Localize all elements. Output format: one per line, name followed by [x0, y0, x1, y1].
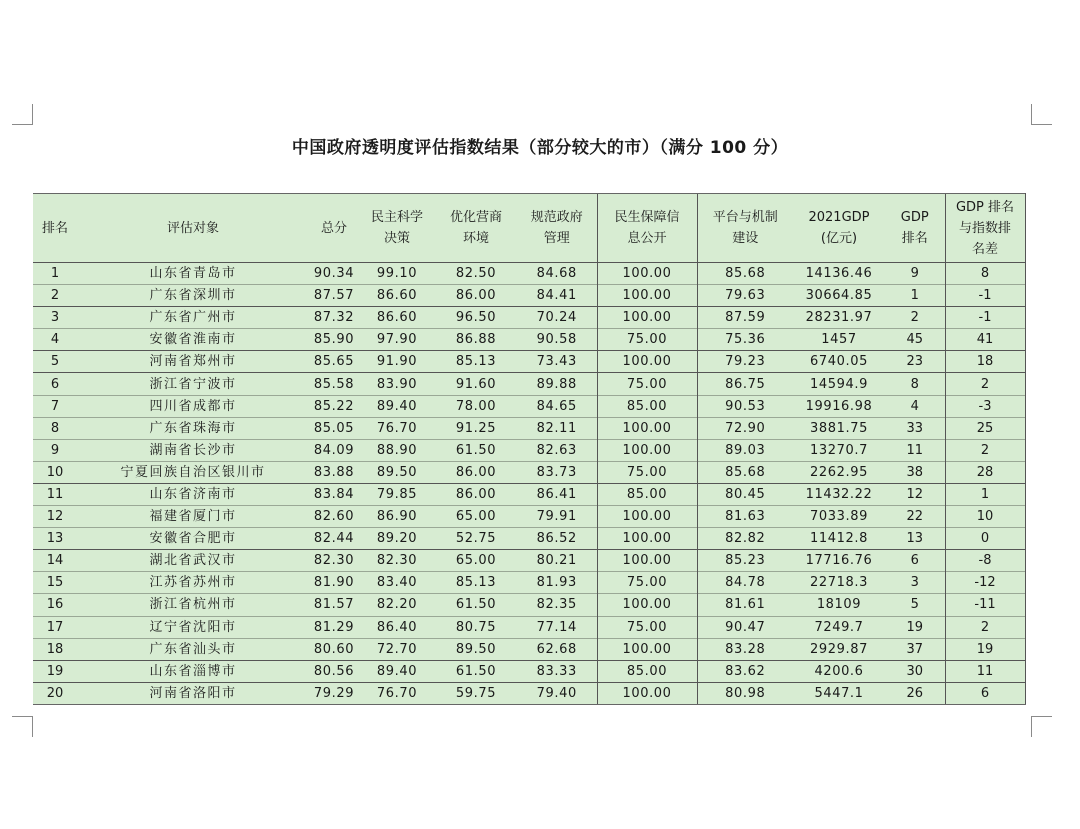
cell-rank: 10 [46, 464, 64, 480]
cell-platform: 72.90 [697, 417, 793, 439]
table-row [33, 506, 1025, 528]
cell-total: 80.56 [313, 663, 355, 679]
cell-gdp-rank: 11 [906, 442, 924, 458]
cell-rank-diff: 6 [945, 682, 1025, 704]
cell-democracy: 89.20 [376, 531, 418, 547]
cell-total: 82.30 [313, 553, 355, 569]
cell-livelihood: 100.00 [597, 285, 697, 307]
header-government: 规范政府 管理 [517, 194, 597, 263]
transparency-index-table [33, 193, 1026, 705]
cell-rank: 13 [46, 531, 64, 547]
cell-democracy: 89.40 [376, 398, 418, 414]
cell-democracy: 88.90 [376, 442, 418, 458]
cell-livelihood: 100.00 [597, 307, 697, 329]
header-rank: 排名 [33, 194, 77, 263]
cell-government: 82.63 [536, 442, 577, 458]
cell-gdp-rank: 38 [906, 464, 924, 480]
cell-gdp-rank: 9 [910, 266, 919, 282]
cell-government: 89.88 [536, 376, 577, 392]
cell-target: 广东省广州市 [149, 310, 237, 326]
cell-rank-diff: 11 [945, 660, 1025, 682]
cell-rank: 12 [46, 509, 64, 525]
cell-rank: 6 [50, 376, 60, 392]
cell-total: 80.60 [313, 641, 355, 657]
cell-government: 79.91 [536, 509, 577, 525]
cell-rank-diff: -12 [945, 572, 1025, 594]
cell-democracy: 76.70 [376, 420, 418, 436]
cell-business: 86.88 [455, 332, 497, 348]
cell-total: 84.09 [313, 442, 355, 458]
cell-rank-diff: 8 [945, 263, 1025, 285]
cell-livelihood: 75.00 [597, 461, 697, 483]
cell-business: 61.50 [455, 597, 497, 613]
cell-target: 宁夏回族自治区银川市 [120, 464, 266, 480]
cell-rank: 19 [46, 663, 64, 679]
cell-total: 85.05 [313, 420, 355, 436]
cell-platform: 80.45 [697, 483, 793, 505]
table-row [33, 594, 1025, 616]
cell-platform: 79.63 [697, 285, 793, 307]
cell-rank: 15 [46, 575, 64, 591]
cell-democracy: 82.30 [376, 553, 418, 569]
header-platform: 平台与机制 建设 [697, 194, 793, 263]
table-row [33, 307, 1025, 329]
cell-gdp-rank: 3 [910, 575, 919, 591]
table-row [33, 461, 1025, 483]
cell-target: 广东省汕头市 [149, 641, 237, 657]
cell-business: 86.00 [455, 464, 497, 480]
cell-total: 83.88 [313, 464, 355, 480]
cell-gdp2021: 6740.05 [810, 354, 868, 370]
table-row [33, 550, 1025, 572]
cell-livelihood: 100.00 [597, 550, 697, 572]
cell-gdp2021: 5447.1 [793, 682, 885, 704]
header-business: 优化营商 环境 [435, 194, 517, 263]
cell-business: 85.13 [455, 354, 497, 370]
cell-rank: 1 [50, 266, 60, 282]
cell-target: 辽宁省沈阳市 [149, 619, 237, 635]
cell-business: 65.00 [455, 509, 497, 525]
cell-rank-diff: -1 [945, 285, 1025, 307]
header-gdp-rank: GDP 排名 [885, 194, 945, 263]
cell-rank: 14 [46, 553, 64, 569]
cell-rank-diff: 2 [945, 616, 1025, 638]
cell-rank: 2 [50, 288, 60, 304]
cell-rank-diff: 2 [945, 373, 1025, 395]
cell-platform: 80.98 [697, 682, 793, 704]
cell-democracy: 86.60 [376, 288, 418, 304]
cell-livelihood: 100.00 [597, 682, 697, 704]
cell-business: 91.60 [455, 376, 497, 392]
header-total: 总分 [309, 194, 359, 263]
crop-mark-bottom-right [1031, 716, 1052, 737]
cell-platform: 82.82 [697, 528, 793, 550]
cell-gdp-rank: 45 [906, 332, 924, 348]
cell-gdp2021: 14594.9 [810, 376, 868, 392]
cell-gdp-rank: 1 [910, 288, 919, 304]
cell-livelihood: 100.00 [597, 506, 697, 528]
table-row [33, 263, 1025, 285]
cell-gdp2021: 3881.75 [810, 420, 868, 436]
cell-gdp2021: 7033.89 [810, 509, 868, 525]
cell-democracy: 89.50 [376, 464, 418, 480]
cell-government: 70.24 [536, 310, 577, 326]
cell-target: 浙江省宁波市 [149, 376, 237, 392]
cell-democracy: 86.40 [376, 619, 418, 635]
cell-gdp-rank: 13 [906, 531, 924, 547]
cell-rank-diff: 19 [945, 638, 1025, 660]
cell-platform: 85.68 [697, 461, 793, 483]
cell-total: 83.84 [313, 486, 355, 502]
header-target: 评估对象 [77, 194, 309, 263]
cell-platform: 89.03 [697, 439, 793, 461]
cell-rank: 7 [50, 398, 60, 414]
header-rank-diff: GDP 排名 与指数排 名差 [945, 194, 1025, 263]
cell-platform: 75.36 [697, 329, 793, 351]
cell-total: 85.58 [313, 376, 355, 392]
cell-gdp-rank: 33 [906, 420, 924, 436]
cell-platform: 87.59 [697, 307, 793, 329]
crop-mark-top-left [12, 104, 33, 125]
cell-democracy: 76.70 [359, 682, 435, 704]
cell-target: 安徽省淮南市 [149, 332, 237, 348]
table-row [33, 682, 1025, 704]
cell-rank: 20 [33, 682, 77, 704]
header-gdp2021: 2021GDP (亿元) [793, 194, 885, 263]
cell-livelihood: 100.00 [597, 594, 697, 616]
header-democracy: 民主科学 决策 [359, 194, 435, 263]
cell-gdp2021: 28231.97 [805, 310, 873, 326]
cell-target: 河南省郑州市 [149, 354, 237, 370]
cell-gdp2021: 14136.46 [805, 266, 873, 282]
cell-livelihood: 100.00 [597, 417, 697, 439]
cell-total: 85.90 [313, 332, 355, 348]
cell-gdp-rank: 2 [910, 310, 919, 326]
cell-democracy: 97.90 [376, 332, 418, 348]
table-row [33, 660, 1025, 682]
cell-target: 山东省淄博市 [149, 663, 237, 679]
cell-government: 83.73 [536, 464, 577, 480]
cell-rank-diff: 41 [945, 329, 1025, 351]
cell-business: 96.50 [455, 310, 497, 326]
cell-total: 81.57 [313, 597, 355, 613]
cell-target: 浙江省杭州市 [149, 597, 237, 613]
cell-gdp2021: 7249.7 [814, 619, 864, 635]
cell-livelihood: 100.00 [597, 439, 697, 461]
cell-rank-diff: 18 [945, 351, 1025, 373]
cell-livelihood: 85.00 [597, 395, 697, 417]
cell-platform: 83.62 [697, 660, 793, 682]
cell-democracy: 89.40 [376, 663, 418, 679]
table-row [33, 417, 1025, 439]
cell-gdp-rank: 8 [910, 376, 919, 392]
cell-gdp2021: 4200.6 [814, 663, 864, 679]
cell-government: 73.43 [536, 354, 577, 370]
cell-total: 79.29 [309, 682, 359, 704]
cell-business: 86.00 [455, 486, 497, 502]
cell-democracy: 91.90 [376, 354, 418, 370]
table-row [33, 638, 1025, 660]
cell-livelihood: 85.00 [597, 660, 697, 682]
cell-target: 广东省珠海市 [149, 420, 237, 436]
cell-gdp2021: 11432.22 [805, 486, 873, 502]
cell-livelihood: 75.00 [597, 329, 697, 351]
cell-government: 83.33 [536, 663, 577, 679]
cell-government: 77.14 [536, 619, 577, 635]
cell-gdp2021: 17716.76 [805, 553, 873, 569]
cell-rank-diff: -8 [945, 550, 1025, 572]
cell-democracy: 83.40 [376, 575, 418, 591]
table-row [33, 373, 1025, 395]
table-row [33, 329, 1025, 351]
cell-democracy: 82.20 [376, 597, 418, 613]
cell-business: 52.75 [455, 531, 497, 547]
cell-platform: 85.68 [697, 263, 793, 285]
cell-rank-diff: 0 [945, 528, 1025, 550]
cell-government: 84.41 [536, 288, 577, 304]
cell-government: 79.40 [517, 682, 597, 704]
cell-livelihood: 85.00 [597, 483, 697, 505]
cell-government: 84.68 [536, 266, 577, 282]
cell-business: 78.00 [455, 398, 497, 414]
cell-livelihood: 75.00 [597, 572, 697, 594]
cell-gdp-rank: 19 [906, 619, 924, 635]
cell-gdp2021: 18109 [816, 597, 862, 613]
cell-gdp2021: 19916.98 [805, 398, 873, 414]
cell-rank-diff: 28 [945, 461, 1025, 483]
table-row [33, 616, 1025, 638]
cell-total: 81.90 [313, 575, 355, 591]
cell-government: 80.21 [536, 553, 577, 569]
cell-total: 87.32 [313, 310, 355, 326]
cell-government: 84.65 [536, 398, 577, 414]
cell-rank-diff: 2 [945, 439, 1025, 461]
cell-target: 河南省洛阳市 [77, 682, 309, 704]
cell-democracy: 86.60 [376, 310, 418, 326]
cell-gdp-rank: 5 [910, 597, 919, 613]
cell-platform: 86.75 [697, 373, 793, 395]
cell-business: 80.75 [455, 619, 497, 635]
table-row [33, 351, 1025, 373]
cell-target: 四川省成都市 [149, 398, 237, 414]
cell-gdp2021: 11412.8 [810, 531, 868, 547]
cell-government: 82.35 [536, 597, 577, 613]
cell-business: 61.50 [455, 663, 497, 679]
cell-platform: 85.23 [697, 550, 793, 572]
cell-government: 62.68 [536, 641, 577, 657]
cell-gdp-rank: 23 [906, 354, 924, 370]
table-row [33, 395, 1025, 417]
cell-rank-diff: 25 [945, 417, 1025, 439]
cell-democracy: 99.10 [376, 266, 418, 282]
cell-rank: 4 [50, 332, 60, 348]
cell-platform: 83.28 [697, 638, 793, 660]
cell-gdp2021: 13270.7 [810, 442, 868, 458]
cell-platform: 81.61 [697, 594, 793, 616]
cell-gdp-rank: 12 [906, 486, 924, 502]
cell-total: 85.65 [313, 354, 355, 370]
cell-democracy: 72.70 [376, 641, 418, 657]
cell-business: 59.75 [435, 682, 517, 704]
cell-rank: 3 [50, 310, 60, 326]
cell-rank: 16 [46, 597, 64, 613]
cell-platform: 84.78 [697, 572, 793, 594]
cell-gdp-rank: 6 [910, 553, 919, 569]
cell-livelihood: 100.00 [597, 263, 697, 285]
cell-platform: 90.53 [697, 395, 793, 417]
cell-total: 85.22 [313, 398, 355, 414]
cell-business: 91.25 [455, 420, 497, 436]
cell-rank-diff: 10 [945, 506, 1025, 528]
cell-livelihood: 100.00 [597, 528, 697, 550]
document-title: 中国政府透明度评估指数结果（部分较大的市）（满分 100 分） [291, 138, 789, 158]
cell-livelihood: 75.00 [597, 616, 697, 638]
cell-rank-diff: -3 [945, 395, 1025, 417]
cell-business: 89.50 [455, 641, 497, 657]
cell-target: 广东省深圳市 [149, 288, 237, 304]
cell-business: 85.13 [455, 575, 497, 591]
table-row [33, 528, 1025, 550]
cell-democracy: 83.90 [376, 376, 418, 392]
cell-total: 82.44 [313, 531, 355, 547]
crop-mark-bottom-left [12, 716, 33, 737]
cell-gdp2021: 1457 [821, 332, 857, 348]
cell-government: 82.11 [536, 420, 577, 436]
cell-livelihood: 100.00 [597, 351, 697, 373]
cell-democracy: 86.90 [376, 509, 418, 525]
cell-rank-diff: -1 [945, 307, 1025, 329]
cell-gdp2021: 2929.87 [810, 641, 868, 657]
cell-government: 86.52 [536, 531, 577, 547]
crop-mark-top-right [1031, 104, 1052, 125]
cell-business: 65.00 [455, 553, 497, 569]
cell-rank-diff: -11 [945, 594, 1025, 616]
cell-gdp-rank: 37 [906, 641, 924, 657]
cell-business: 82.50 [455, 266, 497, 282]
cell-gdp2021: 30664.85 [805, 288, 873, 304]
cell-rank-diff: 1 [945, 483, 1025, 505]
cell-gdp-rank: 26 [885, 682, 945, 704]
cell-target: 福建省厦门市 [149, 509, 237, 525]
cell-rank: 11 [46, 486, 64, 502]
cell-rank: 17 [46, 619, 64, 635]
cell-target: 山东省青岛市 [149, 266, 237, 282]
cell-target: 山东省济南市 [149, 486, 237, 502]
cell-democracy: 79.85 [376, 486, 418, 502]
cell-rank: 18 [46, 641, 64, 657]
table-header-row [33, 194, 1025, 263]
cell-rank: 5 [50, 354, 60, 370]
cell-target: 安徽省合肥市 [149, 531, 237, 547]
table-row [33, 285, 1025, 307]
cell-target: 湖南省长沙市 [149, 442, 237, 458]
cell-total: 90.34 [313, 266, 355, 282]
cell-gdp2021: 2262.95 [810, 464, 868, 480]
cell-total: 81.29 [313, 619, 355, 635]
cell-total: 87.57 [313, 288, 355, 304]
cell-rank: 9 [50, 442, 60, 458]
cell-livelihood: 75.00 [597, 373, 697, 395]
table-row [33, 572, 1025, 594]
cell-government: 81.93 [536, 575, 577, 591]
cell-livelihood: 100.00 [597, 638, 697, 660]
cell-target: 湖北省武汉市 [149, 553, 237, 569]
cell-gdp-rank: 30 [906, 663, 924, 679]
table-row [33, 483, 1025, 505]
cell-total: 82.60 [313, 509, 355, 525]
cell-government: 90.58 [536, 332, 577, 348]
cell-gdp2021: 22718.3 [810, 575, 868, 591]
cell-business: 61.50 [455, 442, 497, 458]
cell-rank: 8 [50, 420, 60, 436]
cell-platform: 79.23 [697, 351, 793, 373]
cell-target: 江苏省苏州市 [149, 575, 237, 591]
table-row [33, 439, 1025, 461]
header-livelihood: 民生保障信 息公开 [597, 194, 697, 263]
cell-government: 86.41 [536, 486, 577, 502]
cell-platform: 90.47 [697, 616, 793, 638]
cell-platform: 81.63 [697, 506, 793, 528]
cell-gdp-rank: 22 [906, 509, 924, 525]
cell-business: 86.00 [455, 288, 497, 304]
cell-gdp-rank: 4 [910, 398, 919, 414]
